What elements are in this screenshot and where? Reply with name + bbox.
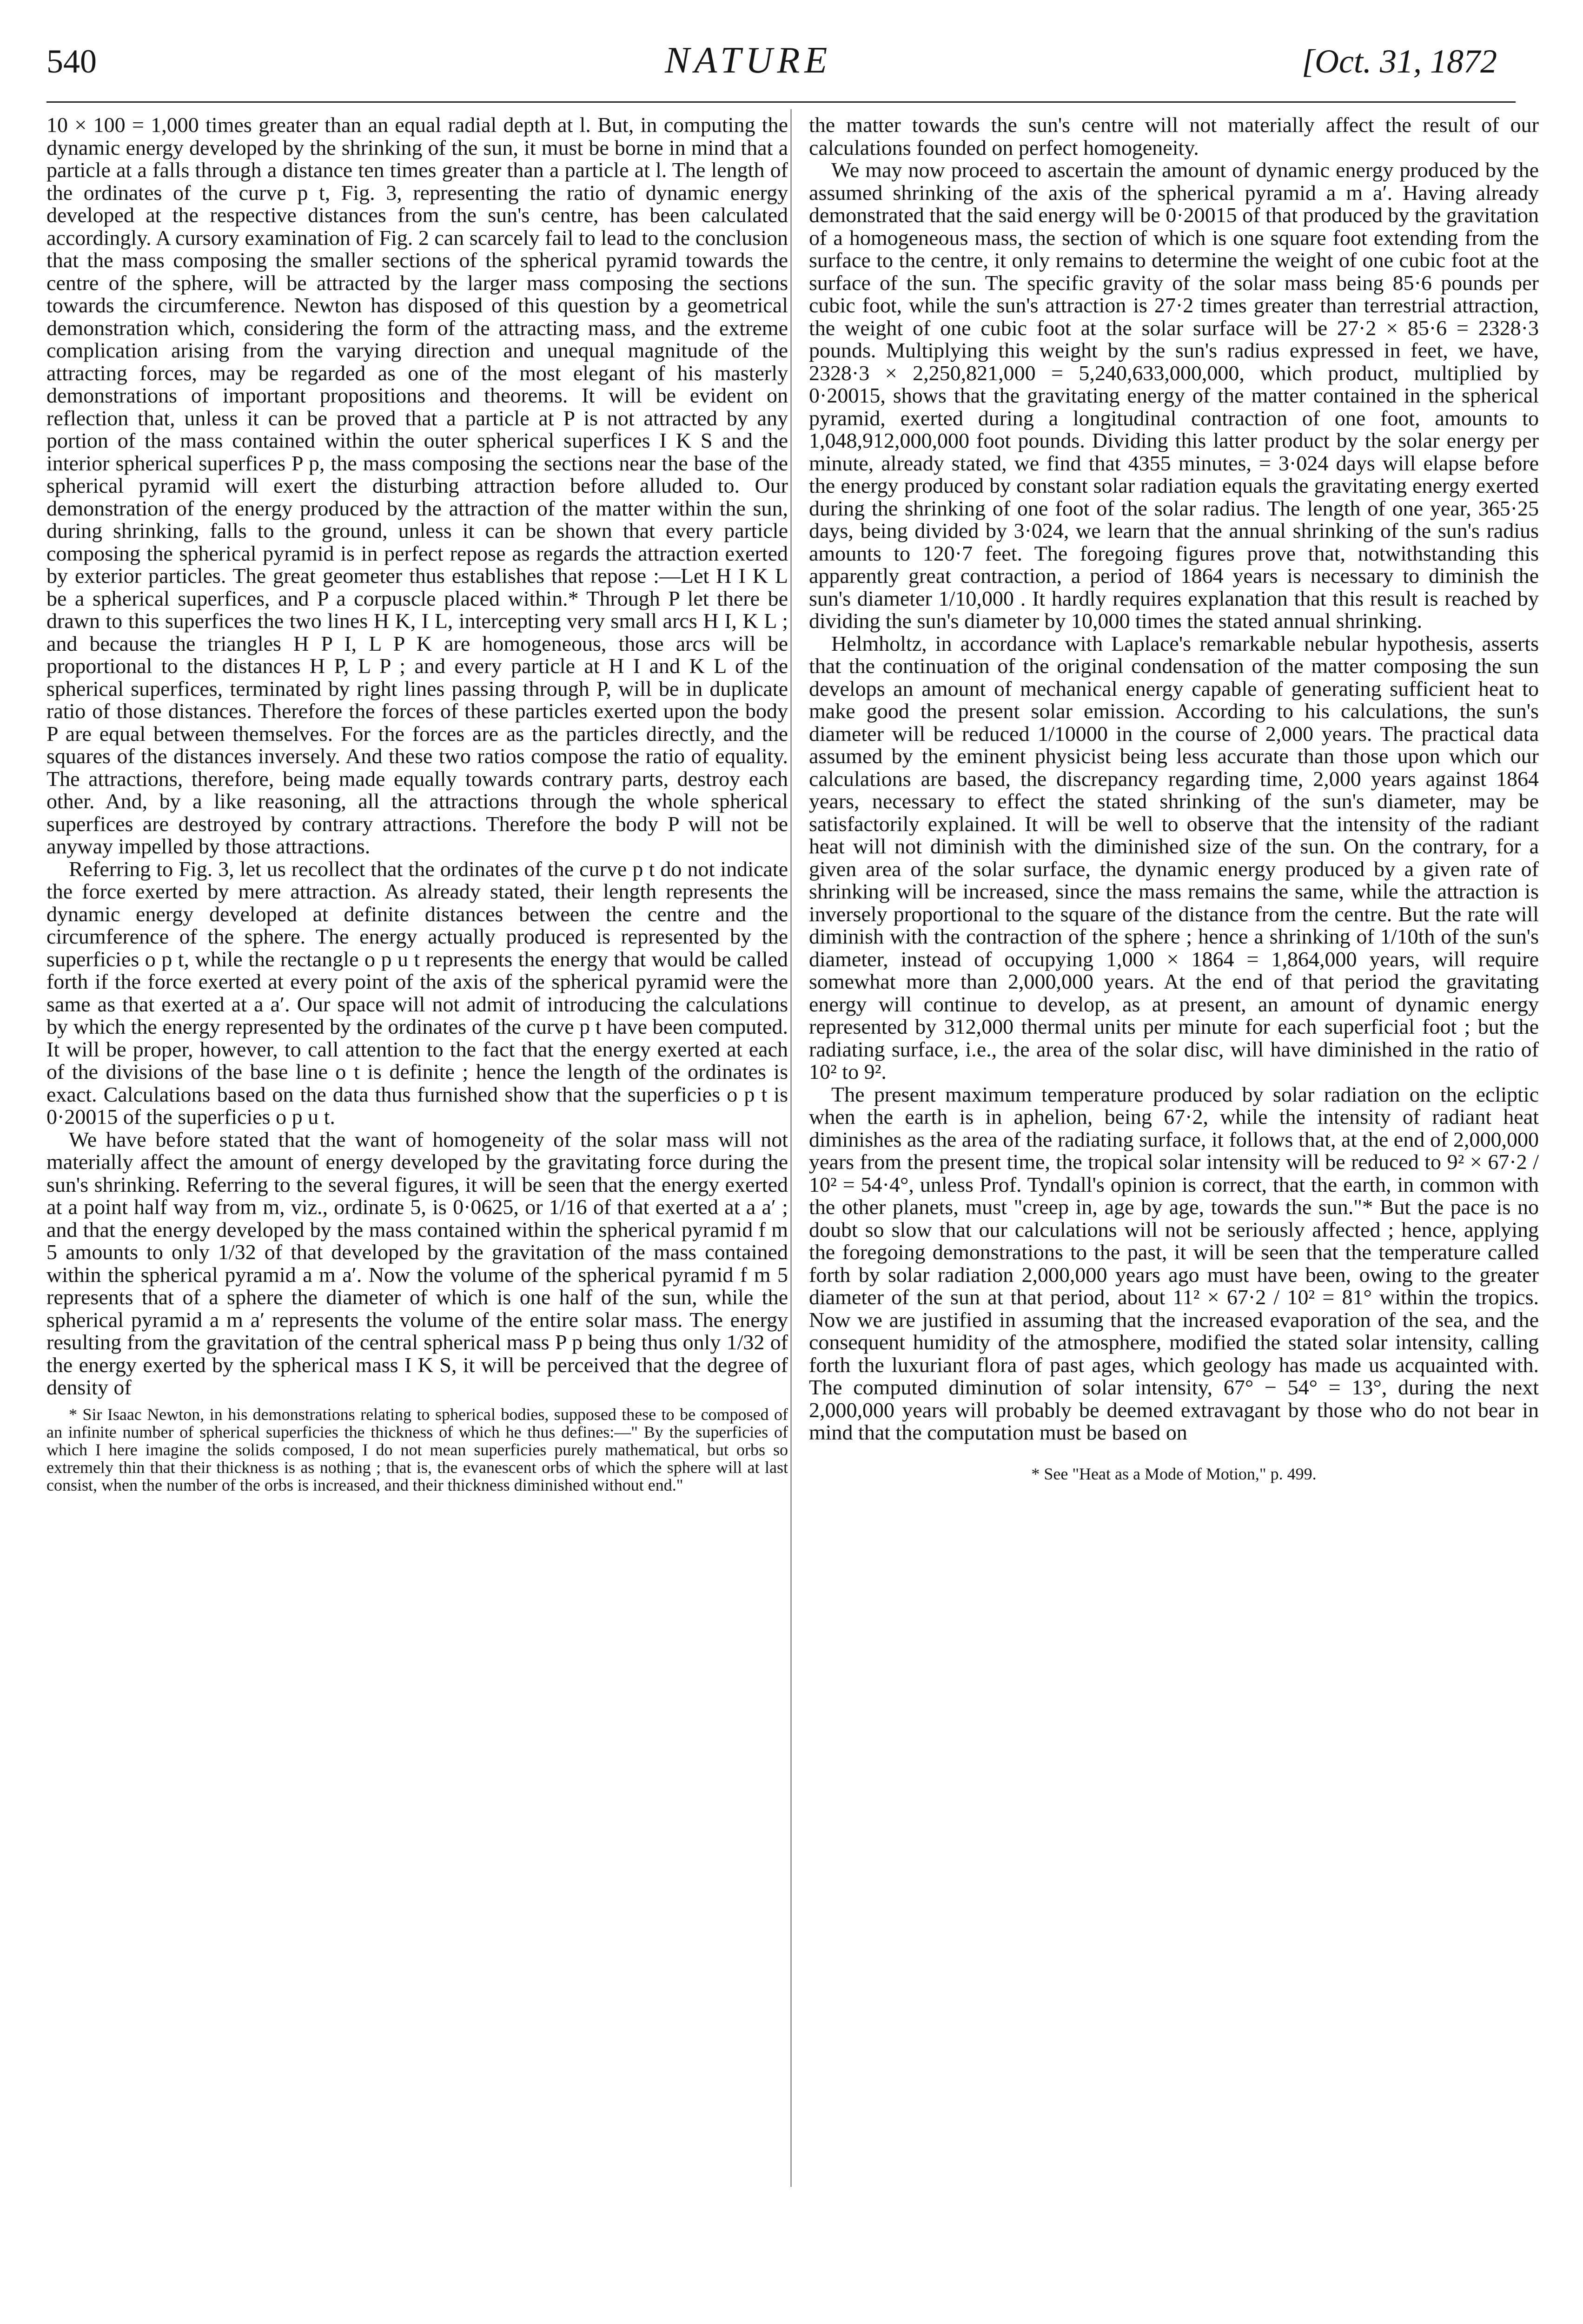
paragraph: the matter towards the sun's centre will not materially affect the result of our calculations founded on perfect homogeneity.	[809, 113, 1539, 159]
page-number: 540	[46, 43, 97, 80]
paragraph: We have before stated that the want of homogeneity of the solar mass will not materially affect the amount of energy developed by the gravitating force during the sun's shrinking. Referring to the several figures, it will be seen that the energy exerted at a point half way from m, viz., ordinate 5, is 0·0625, or 1/16 of that exerted at a a′ ; and that the energy developed by the mass contained within the spherical pyramid f m 5 amounts to only 1/32 of that developed by the gravitation of the mass contained within the spherical pyramid a m a′. Now the volume of the spherical pyramid f m 5 represents that of a sphere the diameter of which is one half of the sun, while the spherical pyramid a m a′ represents the volume of the entire solar mass. The energy resulting from the gravitation of the central spherical mass P p being thus only 1/32 of the energy exerted by the spherical mass I K S, it will be perceived that the degree of density of	[46, 1127, 788, 1399]
column-divider	[790, 109, 792, 2187]
journal-title: NATURE	[665, 40, 832, 81]
right-column	[809, 114, 1539, 1485]
paragraph: 10 × 100 = 1,000 times greater than an equal radial depth at l. But, in computing the dynamic energy developed by the shrinking of the sun, it must be borne in mind that a particle at a falls through a distance ten times greater than a particle at l. The length of the ordinates of the curve p t, Fig. 3, representing the ratio of dynamic energy developed at the respective distances from the sun's centre, has been calculated accordingly. A cursory examination of Fig. 2 can scarcely fail to lead to the conclusion that the mass composing the smaller sections of the spherical pyramid towards the centre of the sphere, will be attracted by the larger mass composing the sections towards the circumference. Newton has disposed of this question by a geometrical demonstration which, considering the form of the attracting mass, and the extreme complication arising from the varying direction and unequal magnitude of the attracting forces, may be regarded as one of the most elegant of his masterly demonstrations of important propositions and theorems. It will be evident on reflection that, unless it can be proved that a particle at P is not attracted by any portion of the mass contained within the outer spherical superfices I K S and the interior spherical superfices P p, the mass composing the sections near the base of the spherical pyramid will exert the disturbing attraction before alluded to. Our demonstration of the energy produced by the attraction of the matter within the sun, during shrinking, falls to the ground, unless it can be shown that every particle composing the spherical pyramid is in perfect repose as regards the attraction exerted by exterior particles. The great geometer thus establishes that repose :—Let H I K L be a spherical superfices, and P a corpuscle placed within.* Through P let there be drawn to this superfices the two lines H K, I L, intercepting very small arcs H I, K L ; and because the triangles H P I, L P K are homogeneous, those arcs will be proportional to the distances H P, L P ; and every particle at H I and K L of the spherical superfices, terminated by right lines passing through P, will be in duplicate ratio of those distances. Therefore the forces of these particles exerted upon the body P are equal between themselves. For the forces are as the particles directly, and the squares of the distances inversely. And these two ratios compose the ratio of equality. The attractions, therefore, being made equally towards contrary parts, destroy each other. And, by a like reasoning, all the attractions through the whole spherical superfices are destroyed by contrary attractions. Therefore the body P will not be anyway impelled by those attractions.	[46, 113, 788, 858]
footnote: * Sir Isaac Newton, in his demonstrations relating to spherical bodies, supposed these to be composed of an infinite number of spherical superficies the thickness of which he thus defines:—" By the superficies of which I here imagine the solids composed, I do not mean superficies purely mathematical, but orbs so extremely thin that their thickness is as nothing ; that is, the evanescent orbs of which the sphere will at last consist, when the number of the orbs is increased, and their thickness diminished without end."	[46, 1405, 788, 1494]
issue-date: [Oct. 31, 1872	[1302, 43, 1497, 80]
page-header	[0, 40, 1583, 91]
paragraph: We may now proceed to ascertain the amount of dynamic energy produced by the assumed shrinking of the axis of the spherical pyramid a m a′. Having already demonstrated that the said energy will be 0·20015 of that produced by the gravitation of a homogeneous mass, the section of which is one square foot extending from the surface to the centre, it only remains to determine the weight of one cubic foot at the surface of the sun. The specific gravity of the solar mass being 85·6 pounds per cubic foot, while the sun's attraction is 27·2 times greater than terrestrial attraction, the weight of one cubic foot at the solar surface will be 27·2 × 85·6 = 2328·3 pounds. Multiplying this weight by the sun's radius expressed in feet, we have, 2328·3 × 2,250,821,000 = 5,240,633,000,000, which product, multiplied by 0·20015, shows that the gravitating energy of the matter contained in the spherical pyramid, exerted during a longitudinal contraction of one foot, amounts to 1,048,912,000,000 foot pounds. Dividing this latter product by the solar energy per minute, already stated, we find that 4355 minutes, = 3·024 days will elapse before the energy produced by constant solar radiation equals the gravitating energy exerted during the shrinking of one foot of the solar radius. The length of one year, 365·25 days, being divided by 3·024, we learn that the annual shrinking of the sun's radius amounts to 120·7 feet. The foregoing figures prove that, notwithstanding this apparently great contraction, a period of 1864 years is necessary to diminish the sun's diameter 1/10,000 . It hardly requires explanation that this result is reached by dividing the sun's diameter by 10,000 times the stated annual shrinking.	[809, 158, 1539, 633]
header-rule	[46, 101, 1516, 103]
paragraph: Helmholtz, in accordance with Laplace's remarkable nebular hypothesis, asserts that the continuation of the original condensation of the matter composing the sun develops an amount of mechanical energy capable of generating sufficient heat to make good the present solar emission. According to his calculations, the sun's diameter will be reduced 1/10000 in the course of 2,000 years. The practical data assumed by the eminent physicist being less accurate than those upon which our calculations are based, the discrepancy regarding time, 2,000 years against 1864 years, necessary to effect the stated shrinking of the sun's diameter, may be satisfactorily explained. It will be well to observe that the intensity of the radiant heat will not diminish with the diminished size of the sun. On the contrary, for a given area of the solar surface, the dynamic energy produced by a given rate of shrinking will be increased, since the mass remains the same, while the attraction is inversely proportional to the square of the distance from the centre. But the rate will diminish with the contraction of the sphere ; hence a shrinking of 1/10th of the sun's diameter, instead of occupying 1,000 × 1864 = 1,864,000 years, will require somewhat more than 2,000,000 years. At the end of that period the gravitating energy will continue to develop, as at present, an amount of dynamic energy represented by 312,000 thermal units per minute for each superficial foot ; but the radiating surface, i.e., the area of the solar disc, will have diminished in the ratio of 10² to 9².	[809, 631, 1539, 1083]
footnote: * See "Heat as a Mode of Motion," p. 499.	[1031, 1464, 1317, 1483]
paragraph: The present maximum temperature produced by solar radiation on the ecliptic when the earth is in aphelion, being 67·2, while the intensity of radiant heat diminishes as the area of the radiating surface, it follows that, at the end of 2,000,000 years from the present time, the tropical solar intensity will be reduced to 9² × 67·2 / 10² = 54·4°, unless Prof. Tyndall's opinion is correct, that the earth, in common with the other planets, must "creep in, age by age, towards the sun."* But the pace is no doubt so slow that our calculations will not be seriously affected ; hence, applying the foregoing demonstrations to the past, it will be seen that the temperature called forth by solar radiation 2,000,000 years ago must have been, owing to the greater diameter of the sun at that period, about 11² × 67·2 / 10² = 81° within the tropics. Now we are justified in assuming that the increased evaporation of the sea, and the consequent humidity of the atmosphere, modified the stated solar intensity, calling forth the luxuriant flora of past ages, which geology has made us acquainted with. The computed diminution of solar intensity, 67° − 54° = 13°, during the next 2,000,000 years will probably be deemed extravagant by those who do not bear in mind that the computation must be based on	[809, 1082, 1539, 1444]
paragraph: Referring to Fig. 3, let us recollect that the ordinates of the curve p t do not indicate the force exerted by mere attraction. As already stated, their length represents the dynamic energy developed at definite distances between the centre and the circumference of the sphere. The energy actually produced is represented by the superficies o p t, while the rectangle o p u t represents the energy that would be called forth if the force exerted at every point of the axis of the spherical pyramid were the same as that exerted at a a′. Our space will not admit of introducing the calculations by which the energy represented by the ordinates of the curve p t have been computed. It will be proper, however, to call attention to the fact that the energy exerted at each of the divisions of the base line o t is definite ; hence the length of the ordinates is exact. Calculations based on the data thus furnished show that the superficies o p t is 0·20015 of the superficies o p u t.	[46, 857, 788, 1129]
left-column	[46, 114, 788, 1494]
